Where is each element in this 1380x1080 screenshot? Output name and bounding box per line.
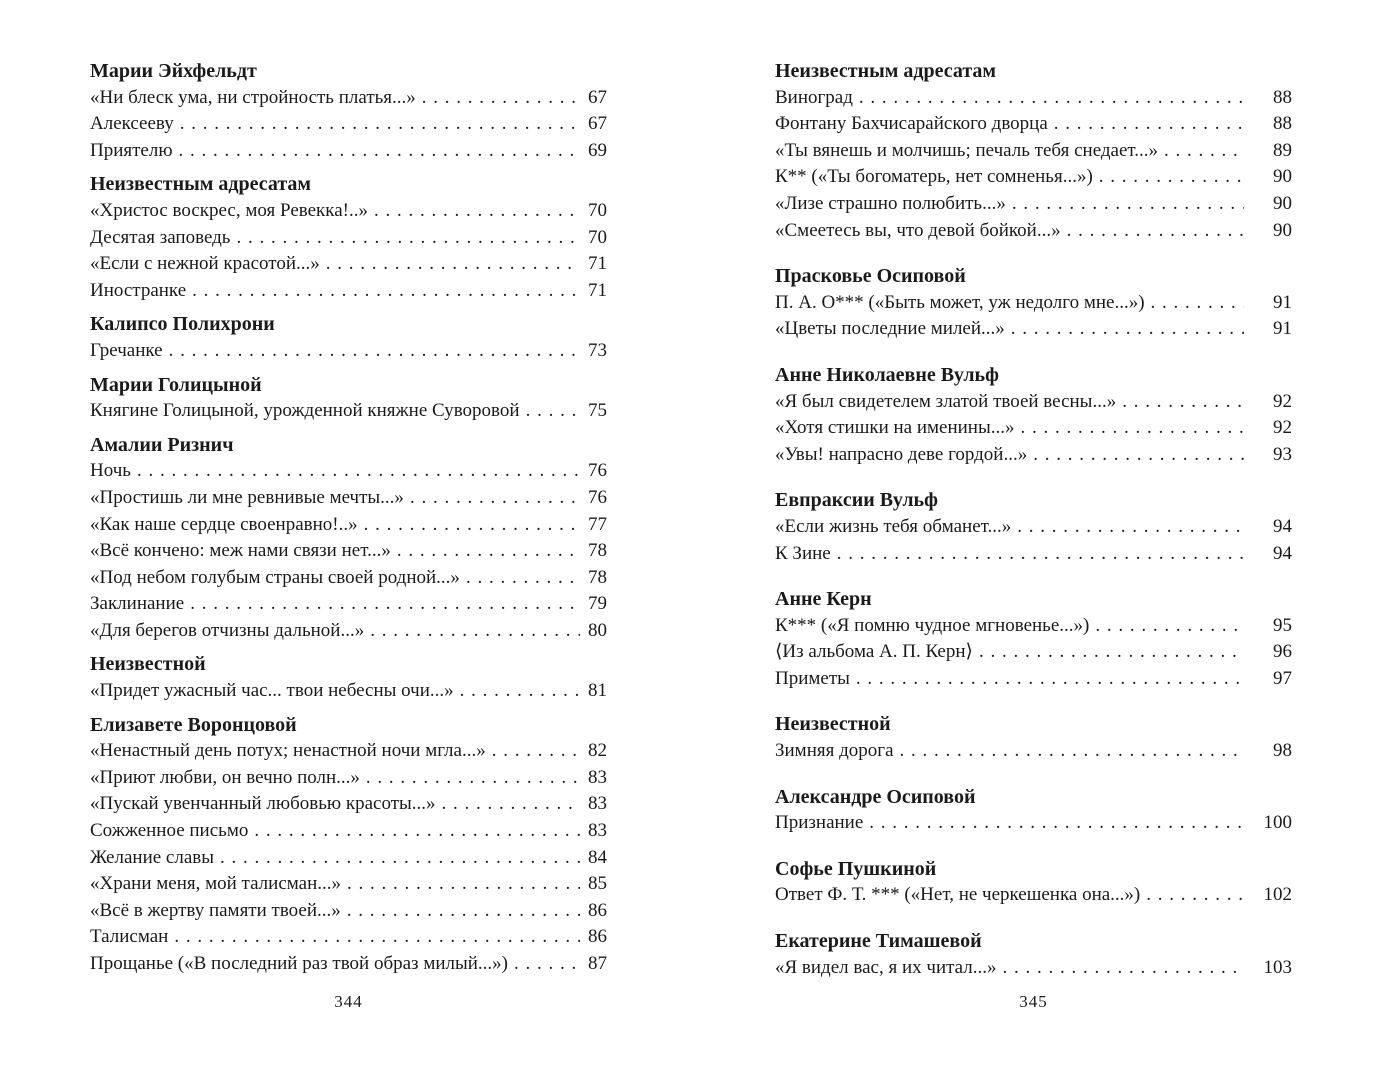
dot-leader xyxy=(859,85,1244,112)
dot-leader xyxy=(364,512,580,539)
entry-page-number: 95 xyxy=(1273,614,1292,636)
section-heading: Неизвестной xyxy=(775,713,891,736)
dot-leader xyxy=(220,845,580,872)
entry-title: «Цветы последние милей...» xyxy=(775,318,1005,340)
entry-page-number: 77 xyxy=(588,513,607,535)
dot-leader xyxy=(180,111,580,138)
entry-page-number: 88 xyxy=(1273,86,1292,108)
toc-entry xyxy=(90,398,607,425)
entry-title: «Ни блеск ума, ни стройность платья...» xyxy=(90,86,416,108)
entry-title: «Хотя стишки на именины...» xyxy=(775,417,1015,439)
toc-section xyxy=(775,711,1292,764)
toc-entry xyxy=(775,882,1292,909)
toc-entry xyxy=(775,613,1292,640)
toc-section xyxy=(775,263,1292,343)
toc-entry xyxy=(90,591,607,618)
toc-section xyxy=(775,928,1292,981)
dot-leader xyxy=(979,639,1244,666)
entry-title: «Христос воскрес, моя Ревекка!..» xyxy=(90,199,368,221)
entry-title: «Лизе страшно полюбить...» xyxy=(775,192,1006,214)
toc-entry xyxy=(775,316,1292,343)
entry-page-number: 94 xyxy=(1273,515,1292,537)
dot-leader xyxy=(1021,415,1245,442)
entry-title: «Увы! напрасно деве гордой...» xyxy=(775,443,1028,465)
dot-leader xyxy=(1002,955,1244,982)
entry-title: Талисман xyxy=(90,926,169,948)
toc-section xyxy=(775,586,1292,692)
toc-entry xyxy=(775,639,1292,666)
entry-title: «Ты вянешь и молчишь; печаль тебя снедает...» xyxy=(775,139,1159,161)
toc-entry xyxy=(90,138,607,165)
dot-leader xyxy=(1099,164,1244,191)
entry-title: «Смеетесь вы, что девой бойкой...» xyxy=(775,219,1061,241)
dot-leader xyxy=(326,251,580,278)
toc-section xyxy=(90,432,607,645)
section-heading: Елизавете Воронцовой xyxy=(90,713,297,736)
entry-page-number: 90 xyxy=(1273,192,1292,214)
entry-title: «Если жизнь тебя обманет...» xyxy=(775,515,1012,537)
entry-title: П. А. О*** («Быть может, уж недолго мне...») xyxy=(775,291,1145,313)
toc-section xyxy=(775,784,1292,837)
toc-entry xyxy=(775,666,1292,693)
dot-leader xyxy=(236,225,580,252)
dot-leader xyxy=(856,666,1244,693)
toc-entry xyxy=(90,485,607,512)
entry-page-number: 102 xyxy=(1263,884,1292,906)
section-heading: Прасковье Осиповой xyxy=(775,265,966,288)
toc-left-column xyxy=(90,58,607,978)
entry-title: К** («Ты богоматерь, нет сомненья...») xyxy=(775,166,1093,188)
dot-leader xyxy=(422,85,580,112)
section-heading: Анне Николаевне Вульф xyxy=(775,363,999,386)
dot-leader xyxy=(397,538,580,565)
entry-title: Заклинание xyxy=(90,593,185,615)
entry-page-number: 86 xyxy=(588,926,607,948)
dot-leader xyxy=(374,198,580,225)
toc-entry xyxy=(775,138,1292,165)
entry-title: «Для берегов отчизны дальной...» xyxy=(90,619,365,641)
entry-title: Приметы xyxy=(775,667,850,689)
toc-entry xyxy=(90,538,607,565)
entry-title: Приятелю xyxy=(90,139,173,161)
entry-page-number: 86 xyxy=(588,899,607,921)
section-heading: Неизвестным адресатам xyxy=(90,173,312,196)
entry-title: Желание славы xyxy=(90,846,215,868)
toc-section xyxy=(90,651,607,704)
entry-page-number: 84 xyxy=(588,846,607,868)
entry-title: «Я видел вас, я их читал...» xyxy=(775,956,997,978)
entry-page-number: 89 xyxy=(1273,139,1292,161)
toc-entry xyxy=(90,845,607,872)
dot-leader xyxy=(1164,138,1244,165)
section-heading: Амалии Ризнич xyxy=(90,433,234,456)
dot-leader xyxy=(1054,111,1244,138)
entry-title: «Я был свидетелем златой твоей весны...» xyxy=(775,390,1117,412)
entry-title: «Простишь ли мне ревнивые мечты...» xyxy=(90,486,404,508)
entry-page-number: 70 xyxy=(588,226,607,248)
toc-entry xyxy=(90,738,607,765)
toc-section xyxy=(90,372,607,425)
entry-title: Зимняя дорога xyxy=(775,740,894,762)
entry-page-number: 83 xyxy=(588,793,607,815)
toc-entry xyxy=(90,924,607,951)
dot-leader xyxy=(192,278,580,305)
toc-entry xyxy=(90,791,607,818)
dot-leader xyxy=(347,871,580,898)
toc-section xyxy=(90,58,607,164)
entry-title: Алексееву xyxy=(90,113,174,135)
entry-title: «Если с нежной красотой...» xyxy=(90,253,320,275)
dot-leader xyxy=(1067,218,1244,245)
entry-page-number: 76 xyxy=(588,486,607,508)
toc-entry xyxy=(90,338,607,365)
entry-page-number: 71 xyxy=(588,253,607,275)
toc-entry xyxy=(775,738,1292,765)
entry-page-number: 87 xyxy=(588,953,607,974)
dot-leader xyxy=(174,924,580,951)
entry-title: Княгине Голицыной, урожденной княжне Суворовой xyxy=(90,400,520,422)
entry-title: «Под небом голубым страны своей родной...» xyxy=(90,566,460,588)
dot-leader xyxy=(1033,442,1244,469)
dot-leader xyxy=(514,951,580,978)
toc-section xyxy=(90,712,607,978)
entry-page-number: 98 xyxy=(1273,740,1292,762)
dot-leader xyxy=(869,810,1244,837)
entry-page-number: 103 xyxy=(1263,956,1292,978)
dot-leader xyxy=(370,618,580,645)
dot-leader xyxy=(1151,290,1244,317)
dot-leader xyxy=(254,818,580,845)
entry-page-number: 67 xyxy=(588,113,607,135)
entry-title: Десятая заповедь xyxy=(90,226,231,248)
entry-title: К*** («Я помню чудное мгновенье...») xyxy=(775,614,1090,636)
dot-leader xyxy=(1012,191,1244,218)
entry-page-number: 94 xyxy=(1273,542,1292,564)
toc-entry xyxy=(90,278,607,305)
dot-leader xyxy=(1011,316,1244,343)
entry-title: Сожженное письмо xyxy=(90,820,249,842)
toc-entry xyxy=(775,541,1292,568)
entry-page-number: 79 xyxy=(588,593,607,615)
toc-section xyxy=(775,856,1292,909)
section-heading: Неизвестным адресатам xyxy=(775,60,997,82)
entry-title: «Как наше сердце своенравно!..» xyxy=(90,513,358,535)
toc-entry xyxy=(90,111,607,138)
section-heading: Неизвестной xyxy=(90,653,206,676)
entry-page-number: 91 xyxy=(1273,291,1292,313)
dot-leader xyxy=(179,138,580,165)
entry-page-number: 75 xyxy=(588,400,607,422)
toc-entry xyxy=(775,85,1292,112)
section-heading: Софье Пушкиной xyxy=(775,857,937,880)
toc-entry xyxy=(90,678,607,705)
entry-page-number: 96 xyxy=(1273,641,1292,663)
entry-page-number: 88 xyxy=(1273,113,1292,135)
toc-entry xyxy=(90,871,607,898)
toc-entry xyxy=(90,898,607,925)
dot-leader xyxy=(900,738,1245,765)
entry-page-number: 69 xyxy=(588,139,607,161)
entry-title: «Пускай увенчанный любовью красоты...» xyxy=(90,793,436,815)
entry-page-number: 71 xyxy=(588,279,607,301)
entry-title: ⟨Из альбома А. П. Керн⟩ xyxy=(775,641,973,663)
toc-entry xyxy=(90,951,607,978)
toc-entry xyxy=(90,765,607,792)
entry-title: Фонтану Бахчисарайского дворца xyxy=(775,113,1048,135)
toc-entry xyxy=(775,111,1292,138)
entry-title: «Ненастный день потух; ненастной ночи мгла...» xyxy=(90,740,486,762)
entry-title: «Храни меня, мой талисман...» xyxy=(90,873,342,895)
entry-page-number: 91 xyxy=(1273,318,1292,340)
dot-leader xyxy=(347,898,580,925)
section-heading: Калипсо Полихрони xyxy=(90,313,275,336)
dot-leader xyxy=(442,791,580,818)
toc-entry xyxy=(775,389,1292,416)
entry-page-number: 93 xyxy=(1273,443,1292,465)
toc-entry xyxy=(90,618,607,645)
page-right xyxy=(690,0,1380,1080)
entry-page-number: 97 xyxy=(1273,667,1292,689)
toc-section xyxy=(90,171,607,304)
entry-title: Виноград xyxy=(775,86,853,108)
toc-entry xyxy=(775,218,1292,245)
dot-leader xyxy=(366,765,580,792)
toc-entry xyxy=(90,251,607,278)
entry-page-number: 90 xyxy=(1273,166,1292,188)
entry-title: «Приют любви, он вечно полн...» xyxy=(90,766,360,788)
toc-entry xyxy=(775,191,1292,218)
toc-entry xyxy=(90,458,607,485)
entry-page-number: 92 xyxy=(1273,390,1292,412)
dot-leader xyxy=(1146,882,1244,909)
entry-title: Ночь xyxy=(90,460,131,482)
toc-entry xyxy=(90,198,607,225)
entry-page-number: 78 xyxy=(588,540,607,562)
entry-page-number: 80 xyxy=(588,619,607,641)
toc-section xyxy=(775,362,1292,468)
dot-leader xyxy=(526,398,580,425)
entry-page-number: 92 xyxy=(1273,417,1292,439)
left-page-folio: 344 xyxy=(334,992,363,1011)
toc-entry xyxy=(775,442,1292,469)
dot-leader xyxy=(1017,514,1244,541)
entry-page-number: 76 xyxy=(588,460,607,482)
section-heading: Александре Осиповой xyxy=(775,785,976,808)
entry-title: К Зине xyxy=(775,542,831,564)
toc-entry xyxy=(90,512,607,539)
entry-title: Гречанке xyxy=(90,339,163,361)
toc-entry xyxy=(775,955,1292,982)
entry-page-number: 90 xyxy=(1273,219,1292,241)
entry-page-number: 67 xyxy=(588,86,607,108)
section-heading: Екатерине Тимашевой xyxy=(775,930,982,953)
dot-leader xyxy=(837,541,1244,568)
entry-page-number: 83 xyxy=(588,820,607,842)
entry-page-number: 100 xyxy=(1263,812,1292,834)
dot-leader xyxy=(466,565,580,592)
dot-leader xyxy=(1122,389,1244,416)
entry-title: Признание xyxy=(775,812,864,834)
toc-section xyxy=(775,58,1292,244)
entry-title: Иностранке xyxy=(90,279,187,301)
entry-page-number: 82 xyxy=(588,740,607,762)
toc-section xyxy=(775,487,1292,567)
entry-title: «Придет ужасный час... твои небесны очи...» xyxy=(90,680,454,702)
right-page-folio: 345 xyxy=(1019,992,1048,1011)
toc-entry xyxy=(90,225,607,252)
toc-entry xyxy=(90,85,607,112)
entry-title: Прощанье («В последний раз твой образ милый...») xyxy=(90,953,508,974)
dot-leader xyxy=(190,591,580,618)
toc-entry xyxy=(90,818,607,845)
entry-title: «Всё в жертву памяти твоей...» xyxy=(90,899,341,921)
entry-page-number: 81 xyxy=(588,680,607,702)
toc-entry xyxy=(775,514,1292,541)
section-heading: Марии Голицыной xyxy=(90,373,262,396)
dot-leader xyxy=(492,738,580,765)
toc-entry xyxy=(775,810,1292,837)
section-heading: Евпраксии Вульф xyxy=(775,489,938,512)
toc-entry xyxy=(90,565,607,592)
toc-right-column xyxy=(775,58,1292,981)
dot-leader xyxy=(1095,613,1244,640)
dot-leader xyxy=(169,338,580,365)
entry-title: «Всё кончено: меж нами связи нет...» xyxy=(90,540,391,562)
entry-page-number: 73 xyxy=(588,339,607,361)
toc-entry xyxy=(775,290,1292,317)
section-heading: Анне Керн xyxy=(775,588,872,611)
entry-page-number: 70 xyxy=(588,199,607,221)
toc-entry xyxy=(775,415,1292,442)
entry-title: Ответ Ф. Т. *** («Нет, не черкешенка она...») xyxy=(775,884,1141,906)
toc-entry xyxy=(775,164,1292,191)
entry-page-number: 83 xyxy=(588,766,607,788)
dot-leader xyxy=(137,458,580,485)
section-heading: Марии Эйхфельдт xyxy=(90,60,257,82)
entry-page-number: 85 xyxy=(588,873,607,895)
entry-page-number: 78 xyxy=(588,566,607,588)
dot-leader xyxy=(460,678,580,705)
dot-leader xyxy=(410,485,580,512)
toc-section xyxy=(90,311,607,364)
